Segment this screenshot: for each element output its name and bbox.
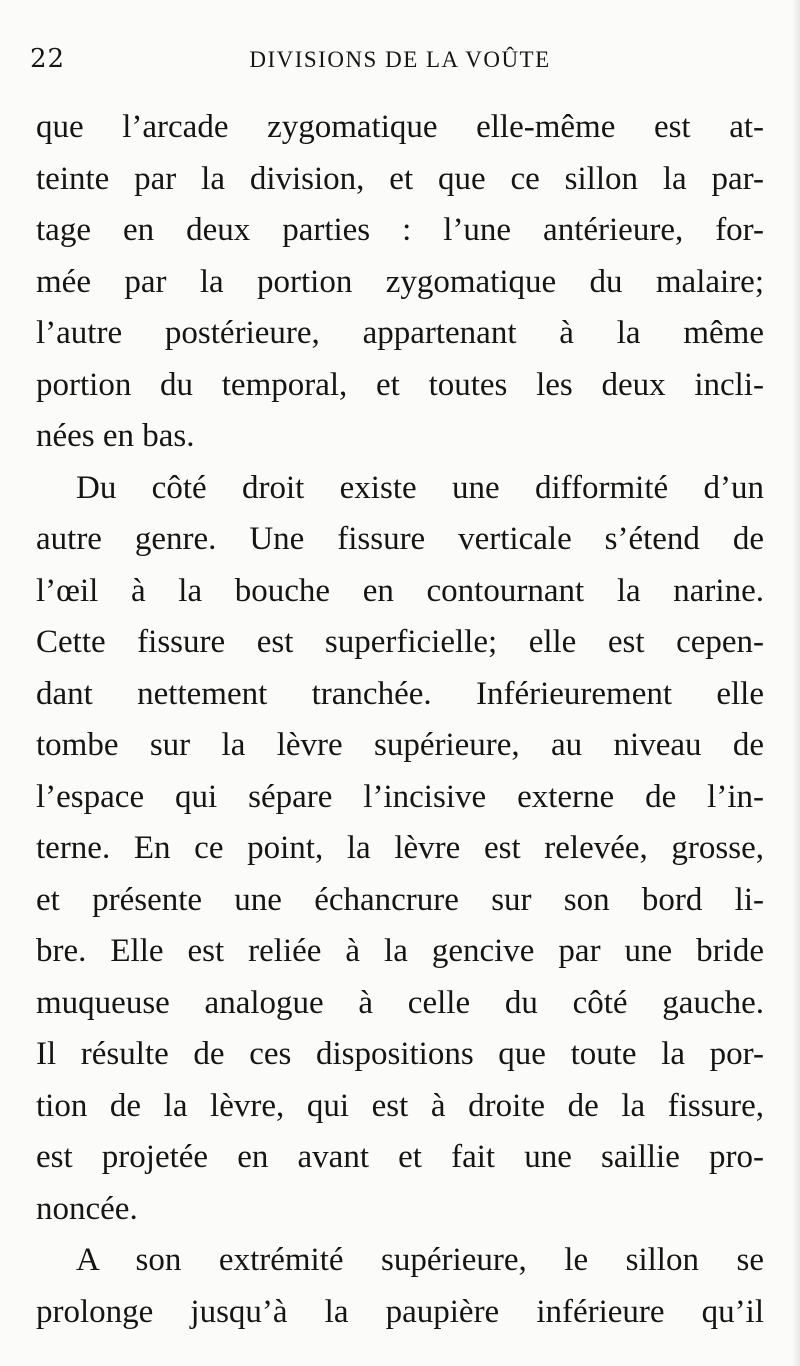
body-text bbox=[36, 102, 764, 1338]
text-line-paragraph-start: A son extrémité supérieure, le sillon se bbox=[76, 1242, 764, 1278]
page-number: 22 bbox=[30, 44, 66, 74]
text-line-paragraph-start: Du côté droit existe une difformité d’un bbox=[76, 469, 764, 506]
page-edge-shadow bbox=[792, 0, 800, 1366]
text-line: tion de la lèvre, qui est à droite de la fissure, bbox=[36, 1087, 764, 1124]
text-line: que l’arcade zygomatique elle-même est at- bbox=[36, 109, 764, 145]
text-line: terne. En ce point, la lèvre est relevée, grosse, bbox=[36, 830, 764, 866]
text-line: l’espace qui sépare l’incisive externe de l’in- bbox=[36, 778, 764, 815]
text-line: dant nettement tranchée. Inférieurement elle bbox=[36, 675, 764, 712]
text-line: l’autre postérieure, appartenant à la même bbox=[36, 315, 764, 351]
text-line: prolonge jusqu’à la paupière inférieure qu’il bbox=[36, 1293, 764, 1330]
running-title: DIVISIONS DE LA VOÛTE bbox=[249, 47, 551, 72]
text-line: est projetée en avant et fait une saillie pro- bbox=[36, 1139, 764, 1175]
text-line: et présente une échancrure sur son bord li- bbox=[36, 881, 764, 918]
text-line: autre genre. Une fissure verticale s’étend de bbox=[36, 521, 764, 557]
text-line-paragraph-end: noncée. bbox=[36, 1190, 138, 1227]
text-line: bre. Elle est reliée à la gencive par une bride bbox=[36, 933, 764, 969]
page-header bbox=[30, 44, 770, 78]
text-line: portion du temporal, et toutes les deux incli- bbox=[36, 366, 764, 403]
text-line: l’œil à la bouche en contournant la narine. bbox=[36, 572, 764, 609]
text-line: tombe sur la lèvre supérieure, au niveau de bbox=[36, 727, 764, 763]
text-line: Il résulte de ces dispositions que toute la por- bbox=[36, 1036, 764, 1072]
text-line: muqueuse analogue à celle du côté gauche. bbox=[36, 984, 764, 1021]
text-line: Cette fissure est superficielle; elle est cepen- bbox=[36, 624, 764, 660]
text-line: mée par la portion zygomatique du malaire; bbox=[36, 263, 764, 300]
text-line: teinte par la division, et que ce sillon la par- bbox=[36, 160, 764, 197]
text-line: tage en deux parties : l’une antérieure, for- bbox=[36, 212, 764, 248]
text-line-paragraph-end: nées en bas. bbox=[36, 418, 195, 454]
